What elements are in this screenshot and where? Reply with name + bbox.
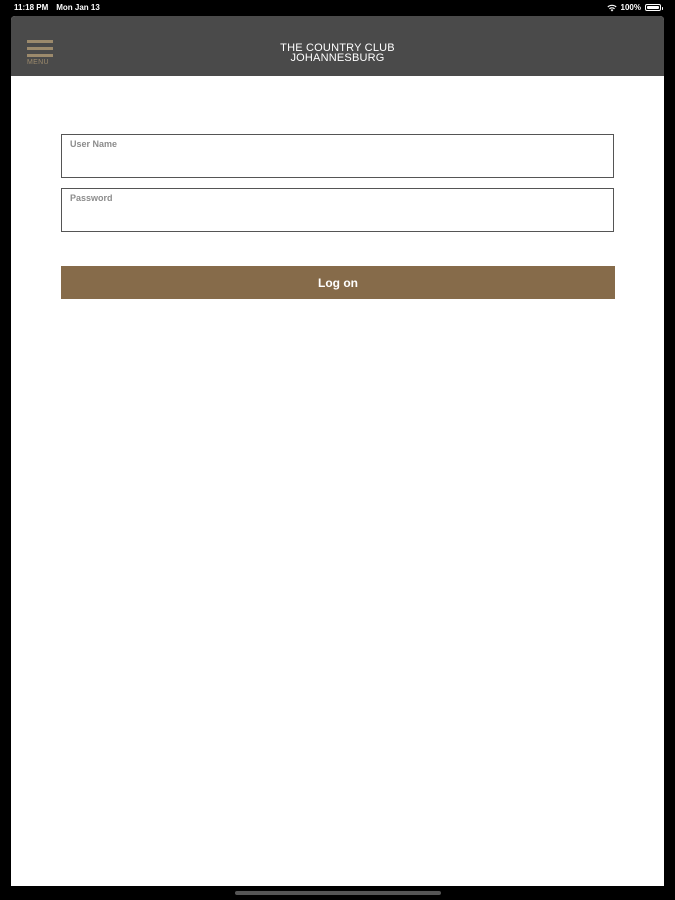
home-indicator[interactable] (235, 891, 441, 895)
status-left (14, 3, 100, 12)
status-right (607, 3, 661, 12)
username-field[interactable] (61, 134, 614, 178)
username-input[interactable] (70, 153, 609, 175)
status-time: 11:18 PM (14, 3, 49, 12)
title-line-2: JOHANNESBURG (290, 52, 385, 64)
password-label: Password (70, 193, 113, 203)
password-field[interactable] (61, 188, 614, 232)
page-title (11, 43, 664, 63)
password-input[interactable] (70, 207, 609, 229)
wifi-icon (607, 4, 617, 12)
app-screen (11, 16, 664, 886)
logon-button[interactable]: Log on (61, 266, 615, 299)
status-bar (0, 0, 675, 14)
menu-label: MENU (27, 59, 49, 66)
battery-fill (647, 6, 659, 9)
app-header (11, 16, 664, 76)
status-date: Mon Jan 13 (56, 3, 100, 12)
battery-percent: 100% (620, 3, 641, 12)
title-line-1: THE COUNTRY CLUB (280, 42, 395, 54)
username-label: User Name (70, 139, 118, 149)
battery-icon (645, 4, 661, 11)
